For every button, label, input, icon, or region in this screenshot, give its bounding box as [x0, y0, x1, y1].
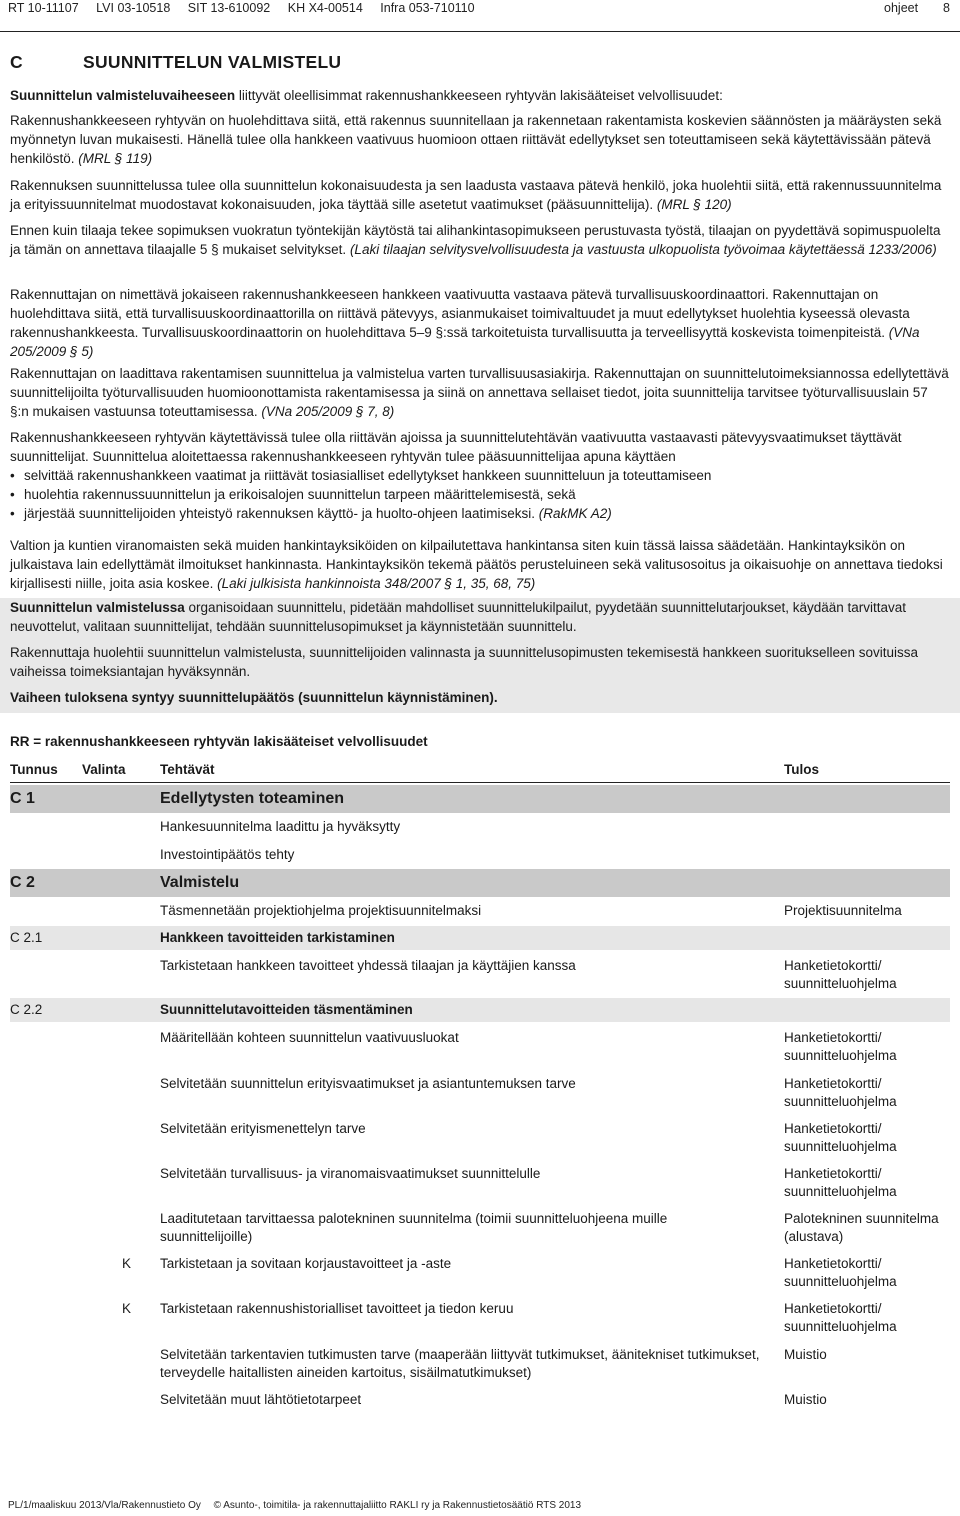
summary-text-3: Vaiheen tuloksena syntyy suunnittelupäätös (suunnittelun käynnistäminen).: [10, 690, 498, 705]
bullet-text: selvittää rakennushankkeen vaatimat ja riittävät tosiasialliset edellytykset hankkeen suunnitteluun ja toteuttamiseen: [24, 468, 712, 483]
p7-ref: (Laki julkisista hankinnoista 348/2007 § 1, 35, 68, 75): [217, 576, 536, 591]
row-tehtava: Tarkistetaan hankkeen tavoitteet yhdessä tilaajan ja käyttäjien kanssa: [160, 958, 576, 973]
intro-rest: liittyvät oleellisimmat rakennushankkeeseen ryhtyvän lakisääteiset velvollisuudet:: [235, 88, 723, 103]
page-footer: [8, 1500, 591, 1511]
paragraph-3: [10, 221, 950, 259]
row-tulos: Projektisuunnitelma: [784, 903, 902, 918]
row-tunnus: C 2.2: [10, 1002, 43, 1017]
row-tehtava: Selvitetään tarkentavien tutkimusten tarve (maaperään liittyvät tutkimukset, äänitekniset tutkimukset, terveydelle haitallisten aineiden kartoitus, sisäilmatutkimukset): [160, 1347, 760, 1380]
summary-box: [0, 598, 960, 713]
p4-text: Rakennuttajan on nimettävä jokaiseen rakennushankkeeseen hankkeen vaativuutta vastaava pätevä turvallisuuskoordinaattori. Rakennuttajan on huolehdittava siitä, että turvallisuuskoordinaattorilla on riittävä pätevyys, asianmukaiset toimivaltuudet ja muut edellytykset huolehtia kyseessä olevasta rakennushankkeesta. Turvallisuuskoordinaattorin on huolehdittava 5–9 §:ssä tarkoitetuista turvallisuutta ja terveellisyyttä koskevista toimenpiteistä.: [10, 287, 910, 340]
p1-ref: (MRL § 119): [78, 151, 153, 166]
paragraph-6: [10, 428, 950, 523]
row-tehtava: Täsmennetään projektiohjelma projektisuunnitelmaksi: [160, 903, 482, 918]
p6-bullet-list: [10, 466, 950, 523]
row-tulos: Hanketietokortti/ suunnitteluohjelma: [784, 1030, 897, 1063]
header-tehtavat: Tehtävät: [160, 762, 215, 777]
row-tehtava: Tarkistetaan ja sovitaan korjaustavoitteet ja -aste: [160, 1256, 452, 1271]
section-letter: C: [10, 52, 23, 72]
header-label: ohjeet: [884, 1, 919, 15]
code-rt: RT 10-11107: [8, 1, 79, 15]
paragraph-7: [10, 536, 950, 593]
row-tulos: Muistio: [784, 1347, 827, 1362]
p7-text: Valtion ja kuntien viranomaisten sekä muiden hankintayksiköiden on kilpailutettava hankintansa siten kuin tässä laissa säädetään. Hankintayksikön on julkaistava lain edellyttämät ilmoitukset hankinnasta. Hankintayksikön tekemä päätös perusteluineen sekä valitusosoitus ja oikaisuohje on annettava tiedoksi kirjallisesti niille, joita asia koskee.: [10, 538, 943, 591]
row-tehtava: Tarkistetaan rakennushistorialliset tavoitteet ja tiedon keruu: [160, 1301, 514, 1316]
footer-left: PL/1/maaliskuu 2013/Vla/Rakennustieto Oy: [8, 1500, 201, 1511]
intro-line: [10, 86, 950, 105]
header-right: [884, 1, 950, 15]
row-tehtava: Valmistelu: [160, 874, 240, 891]
row-valinta: K: [122, 1301, 132, 1316]
row-valinta: K: [122, 1256, 132, 1271]
row-tulos: Hanketietokortti/ suunnitteluohjelma: [784, 1256, 897, 1289]
row-tehtava: Suunnittelutavoitteiden täsmentäminen: [160, 1002, 413, 1017]
paragraph-5: [10, 364, 950, 421]
table-row: [10, 998, 950, 1022]
list-item: [10, 466, 950, 485]
row-tehtava: Selvitetään erityismenettelyn tarve: [160, 1121, 366, 1136]
row-tehtava: Investointipäätös tehty: [160, 847, 295, 862]
p1-text: Rakennushankkeeseen ryhtyvän on huolehdittava siitä, että rakennus suunnitellaan ja rakennetaan rakentamista koskevien säännösten ja määräysten sekä myönnetyn luvan mukaisesti. Hänellä tulee olla hankkeen vaativuus huomioon ottaen riittävät edellytykset sen toteuttamiseen sekä käytettävissään pätevä henkilöstö.: [10, 113, 942, 166]
summary-text-2: Rakennuttaja huolehtii suunnittelun valmistelusta, suunnittelijoiden valinnasta ja suunnittelusopimusten tekemisestä hankkeen suoritukselleen sovituissa vaiheissa toimeksiantajan hyväksynnän.: [10, 645, 919, 679]
row-tulos: Hanketietokortti/ suunnitteluohjelma: [784, 1076, 897, 1109]
row-tunnus: C 2.1: [10, 930, 43, 945]
header-valinta: Valinta: [82, 762, 126, 777]
row-tulos: Hanketietokortti/ suunnitteluohjelma: [784, 1301, 897, 1334]
table-row: [10, 926, 950, 950]
row-tulos: Hanketietokortti/ suunnitteluohjelma: [784, 1166, 897, 1199]
row-tulos: Palotekninen suunnitelma (alustava): [784, 1211, 939, 1244]
p6-ref: (RakMK A2): [538, 506, 612, 521]
row-tulos: Hanketietokortti/ suunnitteluohjelma: [784, 958, 897, 991]
row-tehtava: Selvitetään muut lähtötietotarpeet: [160, 1392, 362, 1407]
paragraph-1: [10, 111, 950, 168]
row-tunnus: C 1: [10, 790, 35, 807]
rr-heading: RR = rakennushankkeeseen ryhtyvän lakisääteiset velvollisuudet: [10, 734, 428, 749]
paragraph-4: [10, 285, 950, 361]
section-heading: SUUNNITTELUN VALMISTELU: [83, 52, 342, 72]
page-number: 8: [943, 1, 950, 15]
p5-text: Rakennuttajan on laadittava rakentamisen suunnittelua ja valmistelua varten turvallisuusasiakirja. Rakennuttajan on suunnittelutoimeksiannossa edellytettävä suunnittelijoilta työturvallisuuden huomioonottamista rakentamisessa ja siinä on annettava sellaiset tiedot, joita suunnittelija tarvitsee työturvallisuuslain 57 §:n mukaisen vastuunsa toteuttamisessa.: [10, 366, 949, 419]
row-tehtava: Selvitetään turvallisuus- ja viranomaisvaatimukset suunnittelulle: [160, 1166, 541, 1181]
row-tehtava: Hankesuunnitelma laadittu ja hyväksytty: [160, 819, 401, 834]
section-title: [10, 52, 950, 73]
row-tehtava: Selvitetään suunnittelun erityisvaatimukset ja asiantuntemuksen tarve: [160, 1076, 576, 1091]
code-infra: Infra 053-710110: [380, 1, 475, 15]
p2-ref: (MRL § 120): [656, 197, 732, 212]
list-item: [10, 485, 950, 504]
bullet-text: huolehtia rakennussuunnittelun ja erikoisalojen suunnittelun tarpeen määrittelemisestä, sekä: [24, 487, 576, 502]
p5-ref: (VNa 205/2009 § 7, 8): [261, 404, 395, 419]
header-rule: [0, 31, 960, 32]
footer-right: © Asunto-, toimitila- ja rakennuttajaliitto RAKLI ry ja Rakennustietosäätiö RTS 2013: [213, 1500, 582, 1511]
header-tunnus: Tunnus: [10, 762, 58, 777]
p6-text: Rakennushankkeeseen ryhtyvän käytettävissä tulee olla riittävän ajoissa ja suunnittelutehtävän vaativuutta vastaavasti pätevyysvaatimukset täyttävät suunnittelijat. Suunnittelua aloitettaessa rakennushankkeeseen ryhtyvän tulee pääsuunnittelijaa apuna käyttäen: [10, 430, 902, 464]
table-row: [10, 785, 950, 813]
summary-lead: Suunnittelun valmistelussa: [10, 600, 185, 615]
p2-text: Rakennuksen suunnittelussa tulee olla suunnittelun kokonaisuudesta ja sen laadusta vastaava pätevä henkilö, joka huolehtii siitä, että rakennussuunnitelma ja erityissuunnitelmat muodostavat kokonaisuuden, joka täyttää sille asetetut vaatimukset (pääsuunnittelija).: [10, 178, 942, 212]
bullet-text: järjestää suunnittelijoiden yhteistyö rakennuksen käyttö- ja huolto-ohjeen laatimiseksi.: [24, 506, 539, 521]
header-tulos: Tulos: [784, 762, 819, 777]
intro-bold: Suunnittelun valmisteluvaiheeseen: [10, 88, 236, 103]
paragraph-2: [10, 176, 950, 214]
list-item: [10, 504, 950, 523]
table-header: [10, 760, 950, 783]
page-header: [0, 0, 960, 16]
row-tunnus: C 2: [10, 874, 35, 891]
p3-text: Ennen kuin tilaaja tekee sopimuksen vuokratun työntekijän käytöstä tai alihankintasopimukseen perustuvasta työstä, tilaajan on pyydettävä sopimuspuolelta ja tämän on annettava tilaajalle 5 § mukaiset selvitykset.: [10, 223, 941, 257]
row-tulos: Hanketietokortti/ suunnitteluohjelma: [784, 1121, 897, 1154]
p3-ref: (Laki tilaajan selvitysvelvollisuudesta ja vastuusta ulkopuolista työvoimaa käytettäessä 1233/2006): [349, 242, 937, 257]
row-tehtava: Hankkeen tavoitteiden tarkistaminen: [160, 930, 395, 945]
code-sit: SIT 13-610092: [187, 1, 271, 15]
code-lvi: LVI 03-10518: [96, 1, 171, 15]
row-tehtava: Laaditutetaan tarvittaessa palotekninen suunnitelma (toimii suunnitteluohjeena muille suunnittelijoille): [160, 1211, 668, 1244]
header-codes: [8, 1, 489, 15]
row-tehtava: Edellytysten toteaminen: [160, 790, 345, 807]
code-kh: KH X4-00514: [287, 1, 363, 15]
table-row: [10, 869, 950, 897]
p4-ref: (VNa 205/2009 § 5): [10, 325, 920, 359]
row-tehtava: Määritellään kohteen suunnittelun vaativuusluokat: [160, 1030, 459, 1045]
row-tulos: Muistio: [784, 1392, 827, 1407]
summary-text-1: organisoidaan suunnittelu, pidetään mahdolliset suunnittelukilpailut, pyydetään suunnittelutarjoukset, käydään tarvittavat neuvottelut, valitaan suunnittelijat, tehdään suunnittelusopimukset ja käynnistetään suunnittelu.: [10, 600, 907, 634]
